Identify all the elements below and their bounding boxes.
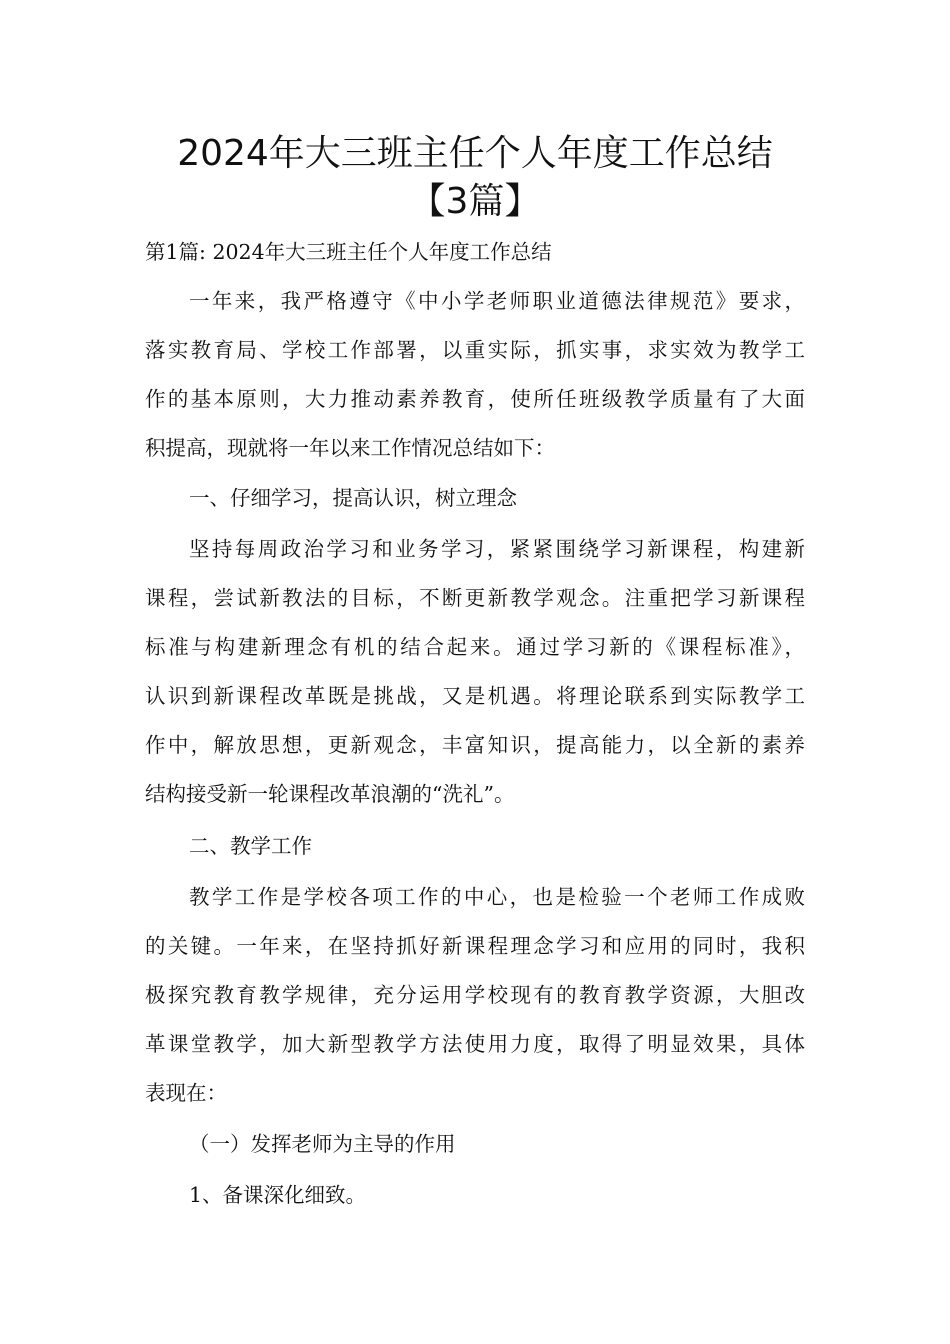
- subheading-3: （一）发挥老师为主导的作用: [189, 1132, 456, 1156]
- paragraph-line: 一年来，我严格遵守《中小学老师职业道德法律规范》要求，: [189, 289, 805, 313]
- paragraph-line: 教学工作是学校各项工作的中心，也是检验一个老师工作成败: [189, 885, 805, 909]
- document-title-line-2: 【3篇】: [409, 181, 541, 222]
- paragraph-line: 的关键。一年来，在坚持抓好新课程理念学习和应用的同时，我积: [145, 934, 805, 958]
- paragraph-line: 革课堂教学，加大新型教学方法使用力度，取得了明显效果，具体: [145, 1032, 805, 1056]
- paragraph-line: 课程，尝试新教法的目标，不断更新教学观念。注重把学习新课程: [145, 586, 805, 610]
- paragraph-line: 标准与构建新理念有机的结合起来。通过学习新的《课程标准》，: [145, 635, 805, 659]
- subheading-1: 一、仔细学习，提高认识，树立理念: [189, 486, 517, 510]
- subheading-2: 二、教学工作: [189, 834, 312, 858]
- paragraph-line: 表现在：: [145, 1081, 227, 1105]
- paragraph-line: 极探究教育教学规律，充分运用学校现有的教育教学资源，大胆改: [145, 983, 805, 1007]
- paragraph-line: 结构接受新一轮课程改革浪潮的“洗礼”。: [145, 782, 515, 806]
- paragraph-line: 坚持每周政治学习和业务学习，紧紧围绕学习新课程，构建新: [189, 537, 805, 561]
- paragraph-line: 作中，解放思想，更新观念，丰富知识，提高能力，以全新的素养: [145, 733, 805, 757]
- document-title-line-1: 2024年大三班主任个人年度工作总结: [177, 133, 773, 174]
- paragraph-line: 落实教育局、学校工作部署，以重实际，抓实事，求实效为教学工: [145, 338, 805, 362]
- paragraph-line: 认识到新课程改革既是挑战，又是机遇。将理论联系到实际教学工: [145, 684, 805, 708]
- paragraph-line: 积提高，现就将一年以来工作情况总结如下：: [145, 436, 555, 460]
- paragraph-line: 作的基本原则，大力推动素养教育，使所任班级教学质量有了大面: [145, 387, 805, 411]
- section-heading: 第1篇: 2024年大三班主任个人年度工作总结: [145, 240, 552, 264]
- list-item: 1、备课深化细致。: [189, 1183, 367, 1207]
